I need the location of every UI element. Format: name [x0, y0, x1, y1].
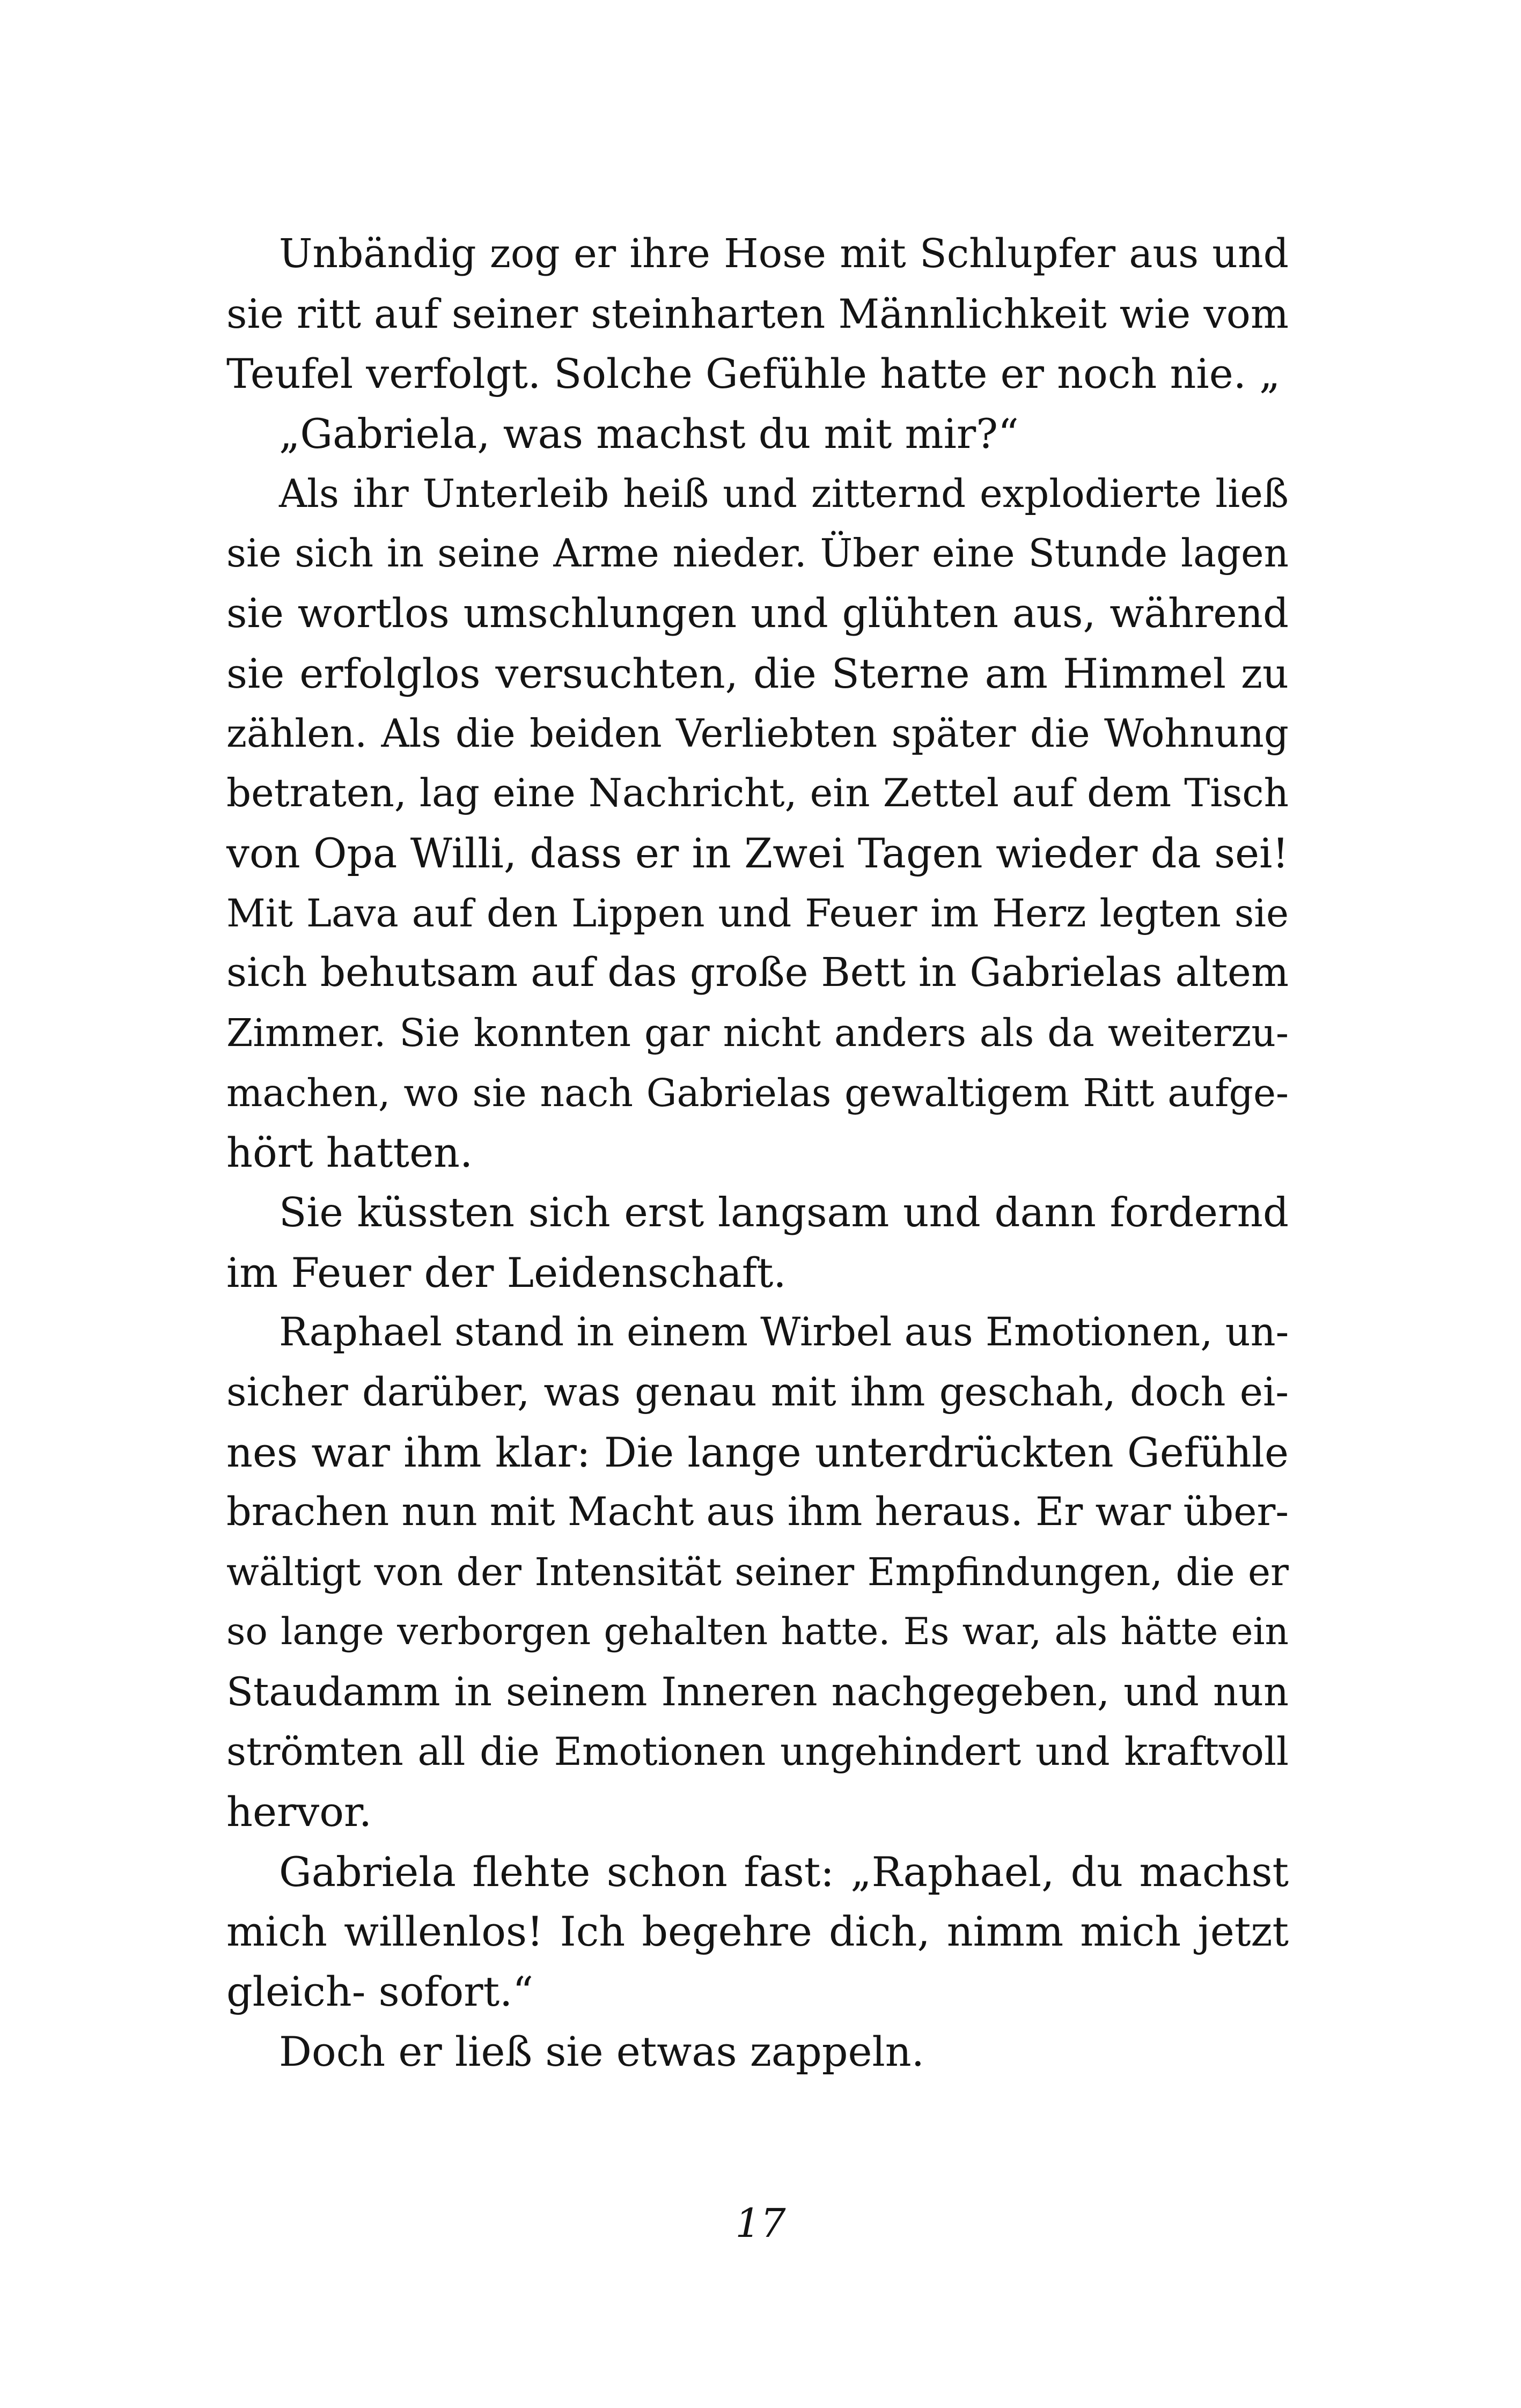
text-line: Gabriela flehte schon fast: „Raphael, du machst	[279, 1847, 1289, 1896]
text-line: Staudamm in seinem Inneren nachgegeben, und nun	[226, 1669, 1289, 1715]
body-text	[226, 224, 1289, 2081]
text-line: Doch er ließ sie etwas zappeln.	[279, 2027, 924, 2075]
text-line: sicher darüber, was genau mit ihm geschah, doch ei-	[226, 1369, 1289, 1416]
text-line: strömten all die Emotionen ungehindert und kraftvoll	[226, 1729, 1289, 1774]
text-line: sie ritt auf seiner steinharten Männlichkeit wie vom	[226, 290, 1289, 337]
text-line: Unbändig zog er ihre Hose mit Schlupfer aus und	[279, 231, 1289, 277]
text-line: sie wortlos umschlungen und glühten aus, während	[226, 590, 1289, 637]
text-line: sich behutsam auf das große Bett in Gabrielas altem	[226, 949, 1289, 996]
text-line: Zimmer. Sie konnten gar nicht anders als da weiterzu-	[226, 1010, 1289, 1055]
text-line: hört hatten.	[226, 1129, 473, 1177]
text-line: machen, wo sie nach Gabrielas gewaltigem Ritt aufge-	[226, 1070, 1289, 1115]
text-line: im Feuer der Leidenschaft.	[226, 1248, 787, 1297]
text-line: so lange verborgen gehalten hatte. Es war, als hätte ein	[226, 1610, 1289, 1653]
text-line: mich willenlos! Ich begehre dich, nimm mich jetzt	[226, 1908, 1289, 1956]
text-line: betraten, lag eine Nachricht, ein Zettel auf dem Tisch	[226, 770, 1289, 816]
text-line: sie erfolglos versuchten, die Sterne am Himmel zu	[226, 649, 1289, 697]
text-line: nes war ihm klar: Die lange unterdrückten Gefühle	[226, 1428, 1289, 1476]
text-line: Teufel verfolgt. Solche Gefühle hatte er noch nie. „	[226, 350, 1281, 398]
text-line: zählen. Als die beiden Verliebten später die Wohnung	[226, 710, 1289, 756]
text-line: von Opa Willi, dass er in Zwei Tagen wieder da sei!	[226, 829, 1289, 877]
text-line: sie sich in seine Arme nieder. Über eine Stunde lagen	[226, 531, 1289, 576]
text-line: „Gabriela, was machst du mit mir?“	[279, 410, 1019, 458]
text-line: Mit Lava auf den Lippen und Feuer im Herz legten sie	[226, 890, 1289, 936]
text-line: Sie küssten sich erst langsam und dann fordernd	[279, 1189, 1289, 1236]
text-line: brachen nun mit Macht aus ihm heraus. Er war über-	[226, 1489, 1289, 1535]
text-line: Raphael stand in einem Wirbel aus Emotionen, un-	[279, 1309, 1289, 1356]
text-line: wältigt von der Intensität seiner Empfindungen, die er	[226, 1550, 1289, 1595]
page-number: 17	[735, 2200, 786, 2247]
text-line: Als ihr Unterleib heiß und zitternd explodierte ließ	[279, 470, 1289, 516]
text-line: gleich- sofort.“	[226, 1967, 534, 2015]
text-line: hervor.	[226, 1787, 372, 1836]
